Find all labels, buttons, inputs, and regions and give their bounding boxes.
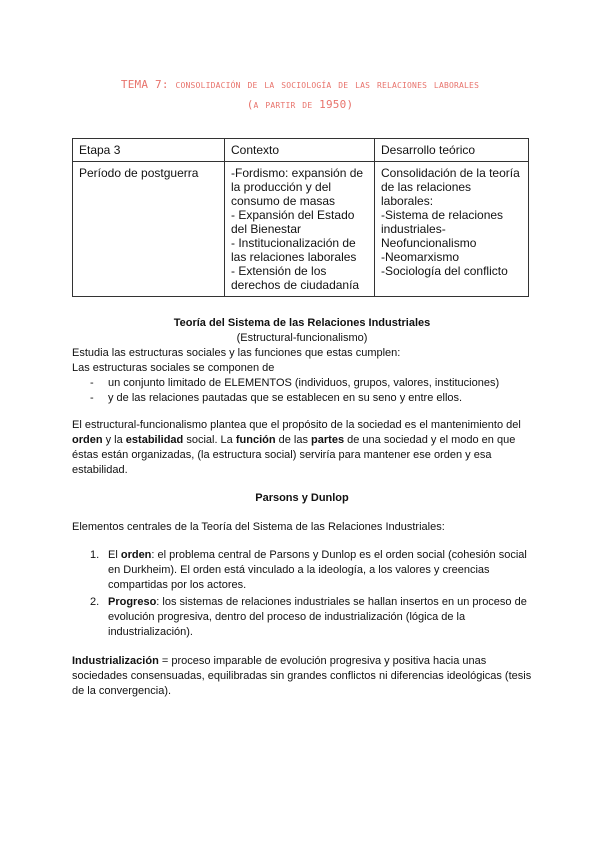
page-title: [0, 75, 600, 115]
contexto-line: -Fordismo: expansión de la producción y del consumo de masas: [231, 166, 364, 208]
numbered-section: [72, 548, 532, 642]
text-run: : los sistemas de relaciones industriales se hallan insertos en un proceso de evolución progresiva, dentro del proceso de industrialización (lógica de la industrialización).: [108, 596, 527, 638]
paragraph-line: Estudia las estructuras sociales y las funciones que estas cumplen:: [72, 347, 401, 359]
section-heading: Teoría del Sistema de las Relaciones Industriales: [173, 317, 431, 329]
desarrollo-line: -Neomarxismo: [381, 250, 460, 264]
paragraph-structural: [72, 418, 532, 478]
table-header-cell: Desarrollo teórico: [375, 139, 529, 162]
list-item-text: y de las relaciones pautadas que se establecen en su seno y entre ellos.: [108, 392, 463, 404]
table-cell-desarrollo: [375, 162, 529, 297]
bold-term: función: [235, 434, 276, 446]
section-theory: [72, 316, 532, 406]
stage-table: [72, 138, 529, 297]
list-item: [72, 376, 532, 391]
list-item: [72, 548, 532, 593]
desarrollo-line: Consolidación de la teoría de las relaciones laborales:: [381, 166, 520, 208]
bullet-mark: -: [90, 377, 94, 389]
bold-term: partes: [311, 434, 345, 446]
bold-term: estabilidad: [125, 434, 184, 446]
list-item: [72, 595, 532, 640]
paragraph-industrializacion: [72, 654, 532, 699]
bold-term: Industrialización: [72, 655, 159, 667]
text-run: de una sociedad y el modo en que éstas están organizadas, (la estructura social) serviría para mantener ese orden y esa estabilidad.: [72, 434, 516, 476]
table-header-cell: Etapa 3: [73, 139, 225, 162]
desarrollo-line: -Sistema de relaciones industriales- Neofuncionalismo: [381, 208, 504, 250]
table-header-row: [73, 139, 529, 162]
text-run: de las: [275, 434, 312, 446]
text-run: social. La: [183, 434, 236, 446]
element-list: [72, 376, 532, 406]
title-line-1: TEMA 7: consolidación de la sociología de las relaciones laborales: [120, 78, 480, 91]
contexto-line: - Extensión de los derechos de ciudadanía: [231, 264, 360, 292]
list-number: 2.: [90, 596, 100, 608]
contexto-line: - Institucionalización de las relaciones laborales: [231, 236, 357, 264]
text-run: El: [108, 549, 121, 561]
table-row: [73, 162, 529, 297]
title-line-2: (a partir de 1950): [246, 98, 354, 111]
contexto-line: - Expansión del Estado del Bienestar: [231, 208, 355, 236]
section2-intro: Elementos centrales de la Teoría del Sistema de las Relaciones Industriales:: [72, 521, 445, 533]
list-item-text: un conjunto limitado de ELEMENTOS (individuos, grupos, valores, instituciones): [108, 377, 500, 389]
table-cell-etapa: Período de postguerra: [73, 162, 225, 297]
section-subheading: (Estructural-funcionalismo): [236, 332, 368, 344]
list-number: 1.: [90, 549, 100, 561]
table-header-cell: Contexto: [225, 139, 375, 162]
text-run: : el problema central de Parsons y Dunlop es el orden social (cohesión social en Durkheim). El orden está vinculado a la ideología, a los valores y creencias compartidas por los actores.: [108, 549, 527, 591]
text-run: = proceso imparable de evolución progresiva y positiva hacia unas sociedades consensuadas, equilibradas sin grandes conflictos ni diferencias ideológicas (tesis de la convergencia).: [72, 655, 532, 697]
bold-term: Progreso: [108, 596, 157, 608]
table-cell-contexto: [225, 162, 375, 297]
numbered-list: [72, 548, 532, 640]
text-run: El estructural-funcionalismo plantea que el propósito de la sociedad es el mantenimiento del: [72, 419, 521, 431]
desarrollo-line: -Sociología del conflicto: [381, 264, 508, 278]
bold-term: orden: [72, 434, 103, 446]
bullet-mark: -: [90, 392, 94, 404]
bold-term: orden: [120, 549, 152, 561]
section-heading-parsons: Parsons y Dunlop: [255, 492, 349, 504]
list-item: [72, 391, 532, 406]
paragraph-line: Las estructuras sociales se componen de: [72, 362, 275, 374]
text-run: y la: [102, 434, 126, 446]
